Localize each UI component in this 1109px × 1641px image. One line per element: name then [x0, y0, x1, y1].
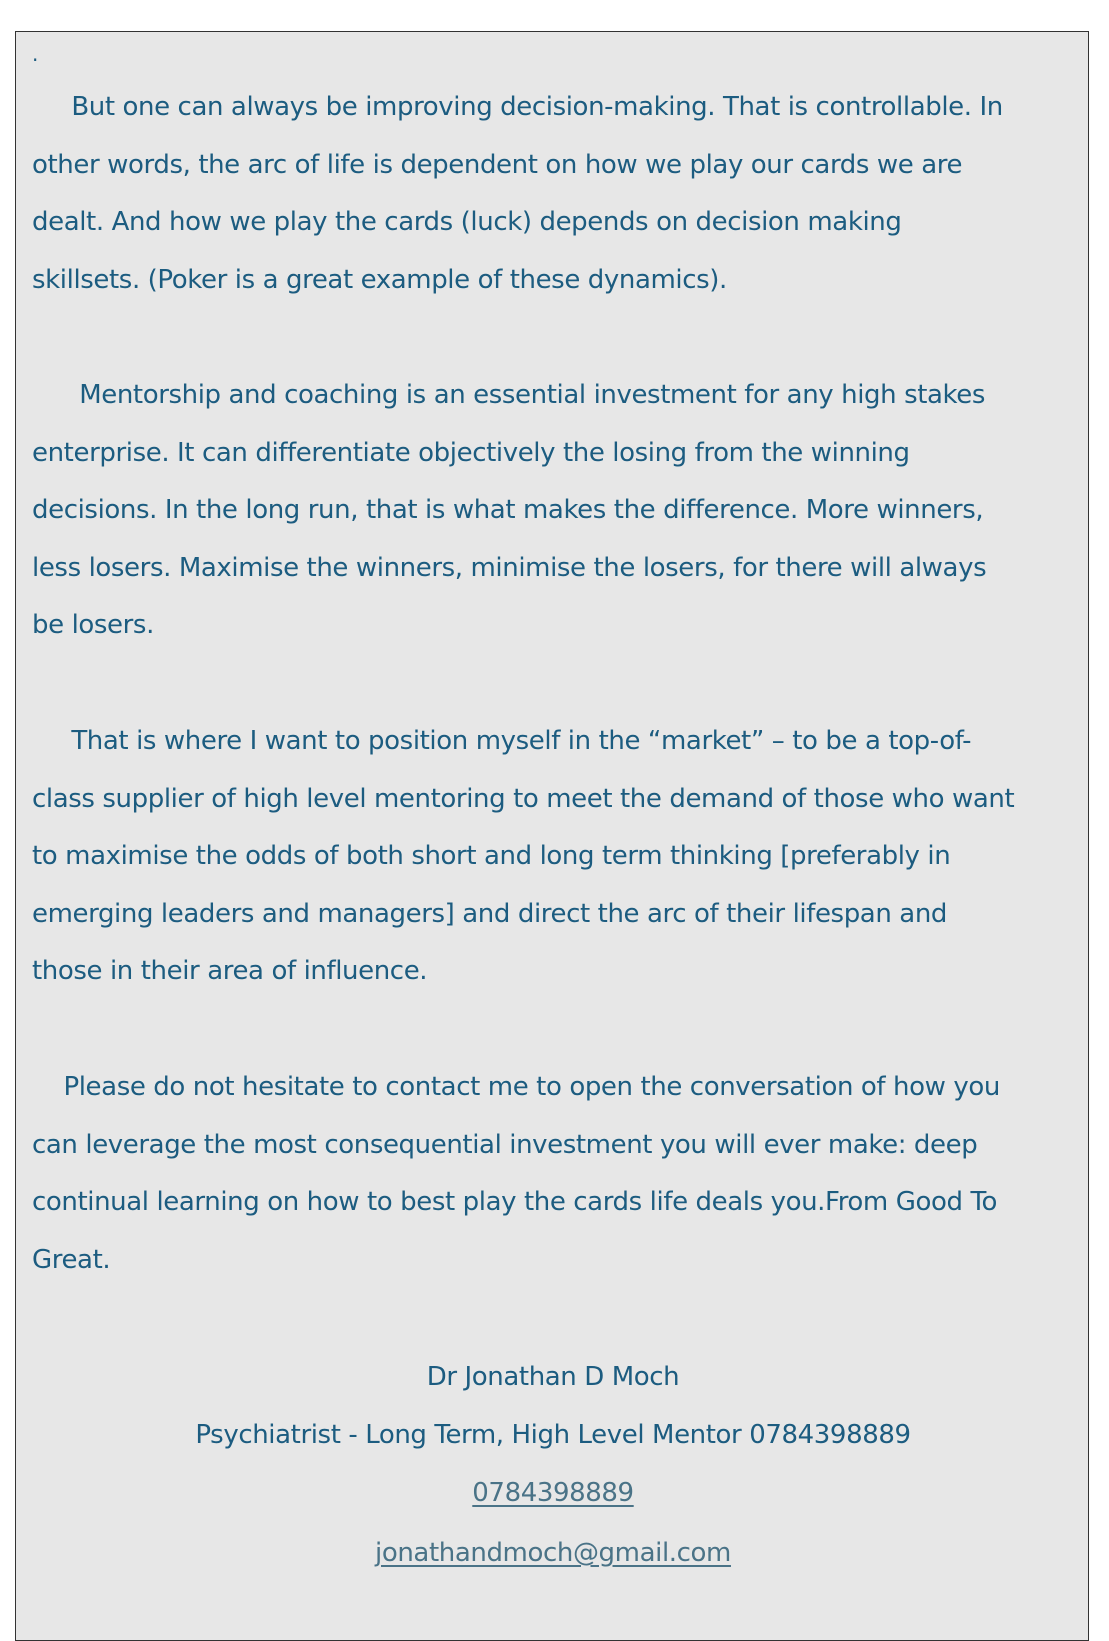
- leading-mark: .: [32, 42, 39, 66]
- paragraph-line: Mentorship and coaching is an essential investment for any high stakes: [32, 380, 986, 410]
- paragraph-line: But one can always be improving decision-making. That is controllable. In: [32, 92, 1003, 122]
- signature-phone-wrapper: [16, 1473, 1090, 1513]
- paragraph-contact: [32, 1059, 1082, 1289]
- paragraph-line: emerging leaders and managers] and direct the arc of their lifespan and: [32, 898, 948, 929]
- paragraph-line: continual learning on how to best play the cards life deals you.From Good To: [32, 1187, 998, 1217]
- document-page: [15, 31, 1089, 1641]
- paragraph-line: less losers. Maximise the winners, minimise the losers, for there will always: [32, 552, 987, 583]
- email-link[interactable]: jonathandmoch@gmail.com: [375, 1538, 731, 1568]
- paragraph-line: dealt. And how we play the cards (luck) depends on decision making: [32, 207, 902, 237]
- paragraph-line: skillsets. (Poker is a great example of these dynamics).: [32, 264, 727, 295]
- signature-email-wrapper: [16, 1533, 1090, 1573]
- paragraph-line: to maximise the odds of both short and long term thinking [preferably in: [32, 841, 951, 871]
- paragraph-line: Please do not hesitate to contact me to open the conversation of how you: [32, 1072, 1000, 1102]
- paragraph-line: That is where I want to position myself in the “market” – to be a top-of-: [32, 726, 972, 756]
- signature-name: Dr Jonathan D Moch: [426, 1362, 680, 1392]
- paragraph-line: Great.: [32, 1244, 111, 1275]
- paragraph-line: class supplier of high level mentoring to meet the demand of those who want: [32, 783, 1015, 814]
- paragraph-line: decisions. In the long run, that is what makes the difference. More winners,: [32, 495, 984, 525]
- signature-title: Psychiatrist - Long Term, High Level Mentor 0784398889: [195, 1420, 911, 1450]
- paragraph-line: be losers.: [32, 610, 154, 640]
- paragraph-mentorship: [32, 367, 1082, 655]
- paragraph-line: those in their area of influence.: [32, 956, 428, 986]
- paragraph-line: can leverage the most consequential investment you will ever make: deep: [32, 1129, 978, 1160]
- paragraph-line: enterprise. It can differentiate objectively the losing from the winning: [32, 437, 910, 468]
- paragraph-line: other words, the arc of life is dependent on how we play our cards we are: [32, 149, 963, 180]
- phone-link[interactable]: 0784398889: [472, 1478, 634, 1508]
- paragraph-decision-making: [32, 79, 1082, 309]
- paragraph-market-position: [32, 713, 1082, 1001]
